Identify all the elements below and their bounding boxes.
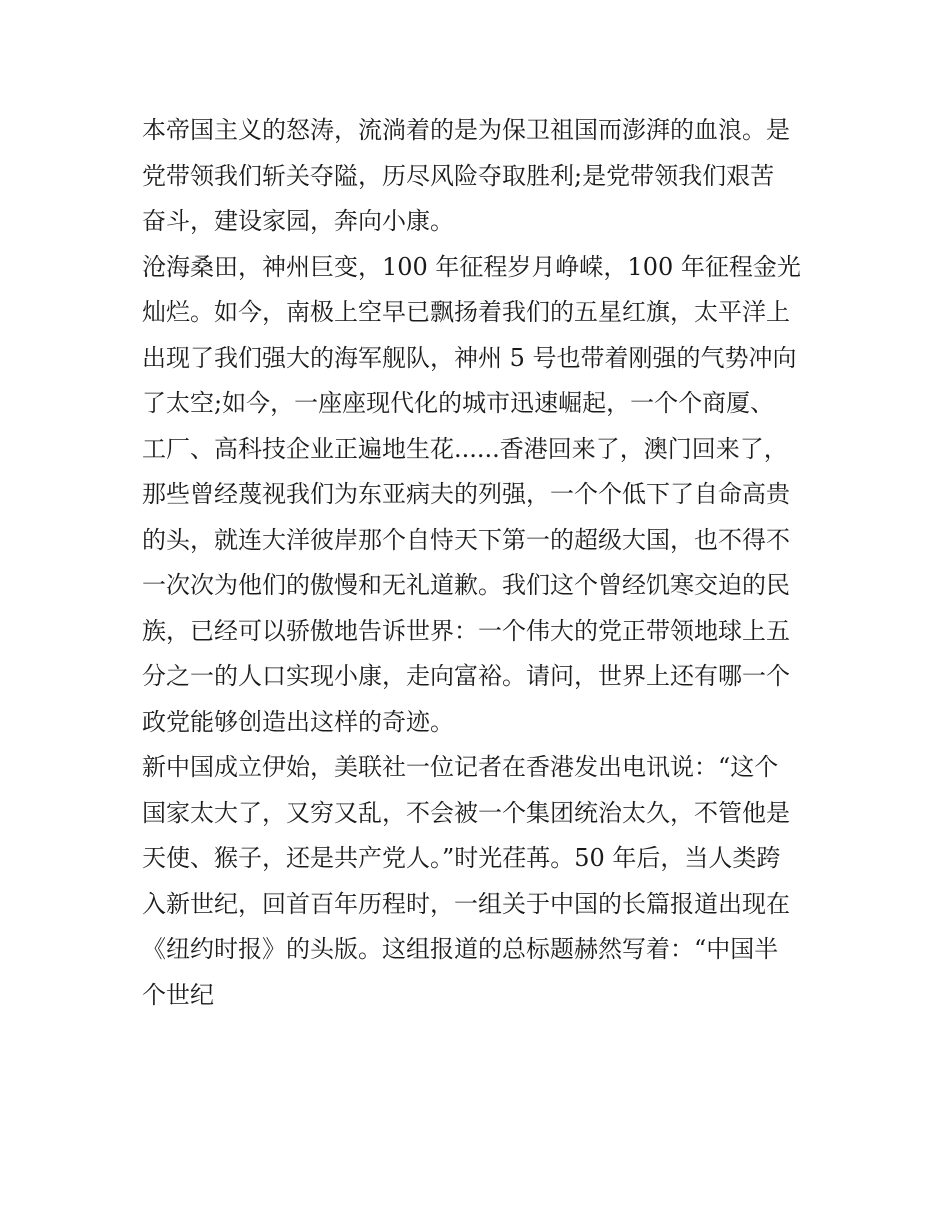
text-line: 族，已经可以骄傲地告诉世界：一个伟大的党正带领地球上五 [142, 616, 790, 645]
text-line: 一次次为他们的傲慢和无礼道歉。我们这个曾经饥寒交迫的民 [142, 571, 790, 599]
text-line: 天使、猴子，还是共产党人。”时光荏苒。50 年后，当人类跨 [142, 844, 781, 872]
text-line: 本帝国主义的怒涛，流淌着的是为保卫祖国而澎湃的血浪。是 [142, 116, 790, 144]
text-line: 新中国成立伊始，美联社一位记者在香港发出电讯说：“这个 [142, 753, 779, 781]
text-line: 分之一的人口实现小康，走向富裕。请问，世界上还有哪一个 [142, 662, 790, 690]
text-line: 出现了我们强大的海军舰队，神州 5 号也带着刚强的气势冲向 [142, 343, 797, 372]
text-line: 国家太大了，又穷又乱，不会被一个集团统治太久，不管他是 [142, 798, 790, 827]
text-line: 政党能够创造出这样的奇迹。 [142, 707, 454, 736]
text-line: 了太空;如今，一座座现代化的城市迅速崛起，一个个商厦、 [142, 389, 775, 417]
text-line: 沧海桑田，神州巨变，100 年征程岁月峥嵘，100 年征程金光 [142, 252, 801, 281]
text-line: 《纽约时报》的头版。这组报道的总标题赫然写着：“中国半 [142, 935, 779, 963]
text-line: 个世纪 [142, 980, 214, 1009]
text-line: 工厂、高科技企业正遍地生花......香港回来了，澳门回来了， [142, 434, 788, 463]
text-line: 那些曾经蔑视我们为东亚病夫的列强，一个个低下了自命高贵 [142, 480, 790, 508]
text-line: 入新世纪，回首百年历程时，一组关于中国的长篇报道出现在 [142, 889, 790, 918]
body-text [142, 108, 814, 1018]
text-line: 的头，就连大洋彼岸那个自恃天下第一的超级大国，也不得不 [142, 525, 790, 554]
text-line: 党带领我们斩关夺隘，历尽风险夺取胜利;是党带领我们艰苦 [142, 161, 775, 190]
text-line: 奋斗，建设家园，奔向小康。 [142, 207, 454, 235]
text-line: 灿烂。如今，南极上空早已飘扬着我们的五星红旗，太平洋上 [142, 298, 790, 326]
